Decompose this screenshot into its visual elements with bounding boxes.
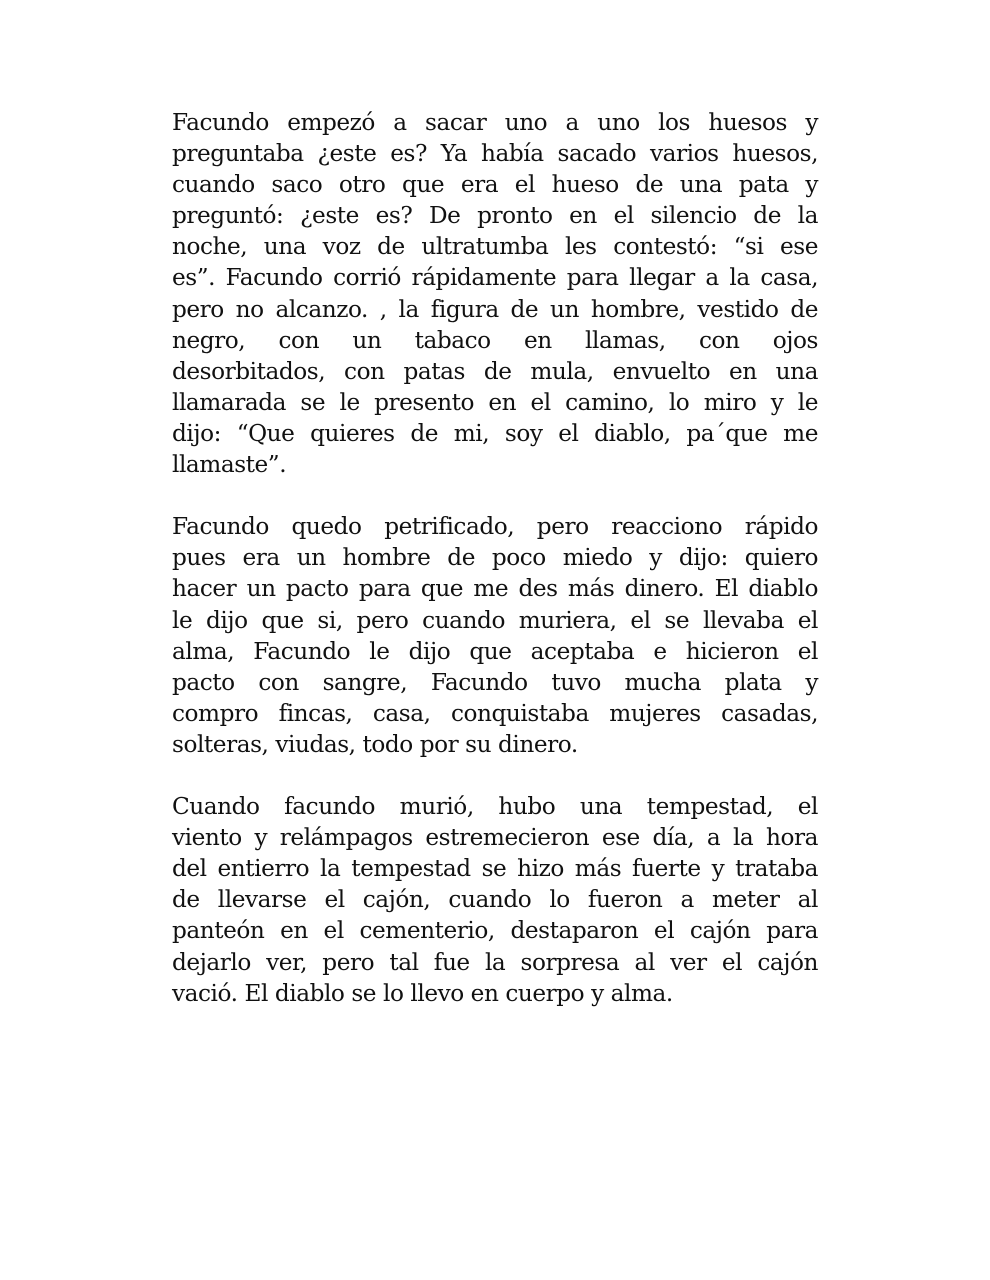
text-line: pero no alcanzo. , la figura de un hombre, vestido de <box>172 295 818 323</box>
text-line: de llevarse el cajón, cuando lo fueron a meter al <box>172 886 818 914</box>
paragraph-3 <box>172 791 818 1009</box>
text-line: dijo: “Que quieres de mi, soy el diablo, pa´que me <box>172 419 818 447</box>
text-line: Cuando facundo murió, hubo una tempestad, el <box>172 793 818 821</box>
text-line: preguntaba ¿este es? Ya había sacado varios huesos, <box>172 140 818 168</box>
text-line: hacer un pacto para que me des más dinero. El diablo <box>172 575 818 603</box>
paragraph-1 <box>172 107 818 480</box>
text-line: pacto con sangre, Facundo tuvo mucha plata y <box>172 668 818 696</box>
text-line: desorbitados, con patas de mula, envuelto en una <box>172 357 818 385</box>
text-line: alma, Facundo le dijo que aceptaba e hicieron el <box>172 637 818 665</box>
text-line: preguntó: ¿este es? De pronto en el silencio de la <box>172 202 818 230</box>
text-line: llamaste”. <box>172 451 287 479</box>
text-line: negro, con un tabaco en llamas, con ojos <box>172 326 818 354</box>
text-line: cuando saco otro que era el hueso de una pata y <box>172 171 818 199</box>
text-line: vació. El diablo se lo llevo en cuerpo y alma. <box>172 979 673 1007</box>
text-line: solteras, viudas, todo por su dinero. <box>172 730 578 758</box>
text-line: le dijo que si, pero cuando muriera, el se llevaba el <box>172 606 818 634</box>
text-line: noche, una voz de ultratumba les contestó: “si ese <box>172 233 818 261</box>
text-line: compro fincas, casa, conquistaba mujeres casadas, <box>172 699 818 727</box>
text-line: del entierro la tempestad se hizo más fuerte y trataba <box>172 855 818 883</box>
document-page <box>172 107 818 1040</box>
text-line: viento y relámpagos estremecieron ese día, a la hora <box>172 824 818 852</box>
paragraph-2 <box>172 511 818 760</box>
text-line: Facundo quedo petrificado, pero reacciono rápido <box>172 513 818 541</box>
text-line: pues era un hombre de poco miedo y dijo: quiero <box>172 544 818 572</box>
text-line: Facundo empezó a sacar uno a uno los huesos y <box>172 109 818 136</box>
text-line: panteón en el cementerio, destaparon el cajón para <box>172 917 818 945</box>
text-line: es”. Facundo corrió rápidamente para llegar a la casa, <box>172 264 818 292</box>
text-line: dejarlo ver, pero tal fue la sorpresa al ver el cajón <box>172 948 818 976</box>
text-line: llamarada se le presento en el camino, lo miro y le <box>172 388 818 416</box>
